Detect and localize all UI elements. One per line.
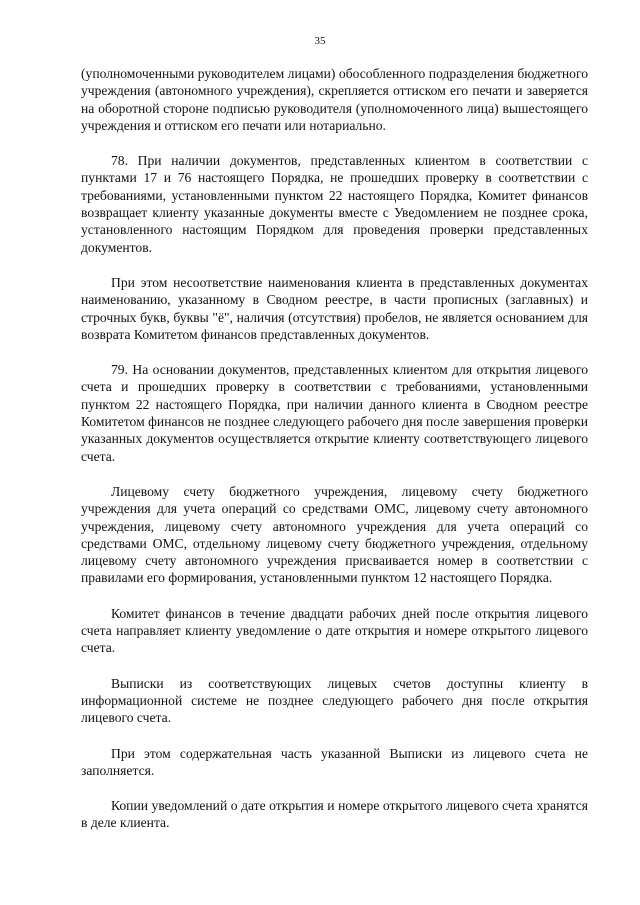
paragraph-copies: Копии уведомлений о дате открытия и номере открытого лицевого счета хранятся в деле клиента. — [81, 798, 588, 831]
paragraph-notification: Комитет финансов в течение двадцати рабочих дней после открытия лицевого счета направляет клиенту уведомление о дате открытия и номере открытого лицевого счета. — [81, 605, 588, 656]
paragraph-78-note: При этом несоответствие наименования клиента в представленных документах наименованию, указанному в Сводном реестре, в части прописных (заглавных) и строчных букв, буквы "ё", наличия (отсутствия) пробелов, не является основанием для возврата Комитетом финансов представленных документов. — [81, 274, 588, 342]
paragraph-account-numbers: Лицевому счету бюджетного учреждения, лицевому счету бюджетного учреждения для учета операций со средствами ОМС, лицевому счету автономного учреждения, лицевому счету автономного учреждения для учета операций со средствами ОМС, отдельному лицевому счету бюджетного учреждения, отдельному лицевому счету автономного учреждения присваивается номер в соответствии с правилами его формирования, установленными пунктом 12 настоящего Порядка. — [81, 483, 588, 586]
paragraph-78: 78. При наличии документов, представленных клиентом в соответствии с пунктами 17 и 76 настоящего Порядка, не прошедших проверку в соответствии с требованиями, установленными пунктом 22 настоящего Порядка, Комитет финансов возвращает клиенту указанные документы вместе с Уведомлением не позднее срока, установленного настоящим Порядком для проведения проверки представленных документов. — [81, 153, 588, 255]
paragraph-79: 79. На основании документов, представленных клиентом для открытия лицевого счета и прошедших проверку в соответствии с требованиями, установленными пунктом 22 настоящего Порядка, при наличии данного клиента в Сводном реестре Комитетом финансов не позднее следующего рабочего дня после завершения проверки указанных документов осуществляется открытие клиенту соответствующего лицевого счета. — [81, 362, 588, 464]
document-body — [81, 65, 588, 832]
paragraph-statement-content: При этом содержательная часть указанной Выписки из лицевого счета не заполняется. — [81, 745, 588, 778]
paragraph-continuation: (уполномоченными руководителем лицами) обособленного подразделения бюджетного учреждения (автономного учреждения), скрепляется оттиском его печати и заверяется на оборотной стороне подписью руководителя (уполномоченного лица) вышестоящего учреждения и оттиском его печати или нотариально. — [81, 66, 588, 133]
page-number: 35 — [314, 35, 326, 47]
paragraph-statements: Выписки из соответствующих лицевых счетов доступны клиенту в информационной системе не позднее следующего рабочего дня после открытия лицевого счета. — [81, 675, 588, 726]
